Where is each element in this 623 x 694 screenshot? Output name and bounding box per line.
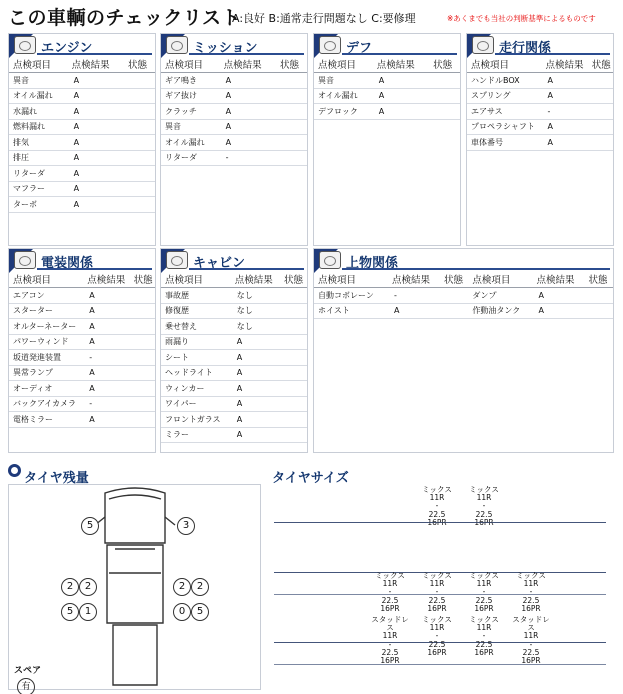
result-cell: A xyxy=(68,73,124,89)
result-cell: A xyxy=(533,288,585,304)
item-cell: プロペラシャフト xyxy=(467,119,542,135)
panel-title-bar xyxy=(9,34,155,54)
tyre-size-grid xyxy=(271,484,611,690)
col-item: 点検項目 xyxy=(468,271,532,288)
result-cell: - xyxy=(388,288,440,304)
tyre-rear-1: 2 xyxy=(79,578,97,596)
title-underline xyxy=(495,53,610,55)
result-cell: A xyxy=(83,334,129,350)
title-underline xyxy=(189,268,304,270)
result-cell: A xyxy=(68,88,124,104)
header-row xyxy=(9,56,155,73)
result-cell: A xyxy=(542,119,588,135)
tyre-size-cell: ミックス 11R - 22.5 16PR xyxy=(422,615,452,657)
item-cell: 乗せ替え xyxy=(161,319,231,335)
table-row xyxy=(9,396,155,412)
item-cell: シート xyxy=(161,350,231,366)
result-cell: A xyxy=(373,104,429,120)
status-cell xyxy=(280,396,307,412)
result-cell: A xyxy=(231,365,280,381)
status-cell xyxy=(280,381,307,397)
tyre-size-cell: ミックス 11R - 22.5 16PR xyxy=(375,571,405,613)
header-row xyxy=(314,56,460,73)
item-cell: 修復歴 xyxy=(161,303,231,319)
result-cell: A xyxy=(220,88,276,104)
result-cell: A xyxy=(542,135,588,151)
status-cell xyxy=(280,350,307,366)
tyre-diagram xyxy=(8,484,261,690)
item-cell: 異常ランプ xyxy=(9,365,83,381)
result-cell: A xyxy=(83,288,129,304)
tyre-section xyxy=(8,464,608,690)
table-row xyxy=(161,288,307,304)
table-row xyxy=(9,334,155,350)
result-cell: A xyxy=(542,73,588,89)
table-row xyxy=(467,88,613,104)
status-cell xyxy=(130,319,155,335)
status-cell xyxy=(130,412,155,428)
status-cell xyxy=(130,303,155,319)
tyre-rear-2: 5 xyxy=(191,603,209,621)
grade-legend: A:良好 B:通常走行問題なし C:要修理 xyxy=(232,12,416,25)
item-cell: ヘッドライト xyxy=(161,365,231,381)
check-table xyxy=(161,271,307,443)
panel-title-bar xyxy=(9,249,155,269)
status-cell xyxy=(588,88,613,104)
check-table xyxy=(9,56,155,213)
header-row xyxy=(161,56,307,73)
result-cell: - xyxy=(542,104,588,120)
panel-drive xyxy=(466,33,614,246)
item-cell: ターボ xyxy=(9,197,68,213)
tyre-rear-1: 2 xyxy=(61,578,79,596)
table-row xyxy=(9,150,155,166)
table-row xyxy=(9,166,155,182)
item-cell: バックアイカメラ xyxy=(9,396,83,412)
tyre-rear-1: 2 xyxy=(173,578,191,596)
tyre-size-cell: ミックス 11R - 22.5 16PR xyxy=(516,571,546,613)
item-cell: ギア鳴き xyxy=(161,73,220,89)
panel-body xyxy=(313,248,614,453)
status-cell xyxy=(130,288,155,304)
table-row xyxy=(9,197,155,213)
drive-icon xyxy=(472,36,494,54)
panel-title-bar xyxy=(467,34,613,54)
table-row xyxy=(467,119,613,135)
status-cell xyxy=(429,104,460,120)
status-cell xyxy=(588,119,613,135)
status-cell xyxy=(124,119,155,135)
table-row xyxy=(9,381,155,397)
result-cell: A xyxy=(83,365,129,381)
panel-title: 電装関係 xyxy=(41,256,94,271)
result-cell: A xyxy=(68,104,124,120)
panel-title: エンジン xyxy=(41,41,93,56)
panel-electric xyxy=(8,248,156,453)
status-cell xyxy=(584,288,613,304)
result-cell: なし xyxy=(231,288,280,304)
grid-line xyxy=(274,522,606,523)
table-row xyxy=(9,365,155,381)
status-cell xyxy=(124,104,155,120)
tyre-size-cell: ミックス 11R - 22.5 16PR xyxy=(422,485,452,527)
result-cell: - xyxy=(83,350,129,366)
result-cell: A xyxy=(231,396,280,412)
result-cell: A xyxy=(68,150,124,166)
diff-icon xyxy=(319,36,341,54)
panel-diff xyxy=(313,33,461,246)
title-underline xyxy=(189,53,304,55)
tyre-rear-1: 2 xyxy=(191,578,209,596)
status-cell xyxy=(588,73,613,89)
status-cell xyxy=(584,303,613,319)
result-cell: A xyxy=(231,381,280,397)
page-title: この車輌のチェックリスト xyxy=(8,7,242,29)
item-cell: スターター xyxy=(9,303,83,319)
header-row xyxy=(9,271,155,288)
result-cell: なし xyxy=(231,303,280,319)
col-item: 点検項目 xyxy=(9,271,83,288)
table-row xyxy=(314,88,460,104)
item-cell: 自動コボレーン xyxy=(314,288,388,304)
item-cell: 水漏れ xyxy=(9,104,68,120)
item-cell: フロントガラス xyxy=(161,412,231,428)
item-cell: 坂道発進装置 xyxy=(9,350,83,366)
status-cell xyxy=(124,73,155,89)
col-item: 点検項目 xyxy=(314,56,373,73)
status-cell xyxy=(280,303,307,319)
table-row xyxy=(314,73,460,89)
tyre-size-cell: ミックス 11R - 22.5 16PR xyxy=(469,615,499,657)
result-cell: A xyxy=(231,350,280,366)
tyre-size-cell: スタッドレス 11R - 22.5 16PR xyxy=(512,615,550,666)
result-cell: A xyxy=(373,88,429,104)
title-underline xyxy=(342,53,457,55)
col-status: 状態 xyxy=(440,271,468,288)
item-cell: 異音 xyxy=(314,73,373,89)
table-row xyxy=(161,427,307,443)
status-cell xyxy=(280,288,307,304)
item-cell: ウィンカー xyxy=(161,381,231,397)
col-item: 点検項目 xyxy=(161,56,220,73)
result-cell: A xyxy=(220,119,276,135)
result-cell: A xyxy=(533,303,585,319)
table-row xyxy=(161,88,307,104)
result-cell: A xyxy=(68,166,124,182)
panel-title: キャビン xyxy=(193,256,246,271)
result-cell: A xyxy=(231,427,280,443)
result-cell: A xyxy=(542,88,588,104)
panel-engine xyxy=(8,33,156,246)
status-cell xyxy=(280,334,307,350)
table-row xyxy=(9,135,155,151)
result-cell: A xyxy=(220,73,276,89)
result-cell: A xyxy=(68,135,124,151)
panel-title-bar xyxy=(314,249,613,269)
body-icon xyxy=(319,251,341,269)
col-item: 点検項目 xyxy=(161,271,231,288)
col-status: 状態 xyxy=(280,271,307,288)
panel-title-bar xyxy=(161,249,307,269)
item-cell: デフロック xyxy=(314,104,373,120)
status-cell xyxy=(276,88,307,104)
item-cell: ダンプ xyxy=(468,288,532,304)
table-row xyxy=(9,412,155,428)
truck-outline xyxy=(9,485,262,691)
panel-title: 上物関係 xyxy=(346,256,399,271)
item-cell: オイル漏れ xyxy=(314,88,373,104)
panel-cabin xyxy=(160,248,308,453)
item-cell: ホイスト xyxy=(314,303,388,319)
item-cell: オルターネーター xyxy=(9,319,83,335)
result-cell: - xyxy=(220,150,276,166)
tyre-rear-2: 0 xyxy=(173,603,191,621)
item-cell: 雨漏り xyxy=(161,334,231,350)
col-result: 点検結果 xyxy=(231,271,280,288)
table-row xyxy=(314,288,613,304)
item-cell: 電格ミラー xyxy=(9,412,83,428)
table-row xyxy=(161,73,307,89)
col-item: 点検項目 xyxy=(314,271,388,288)
col-result: 点検結果 xyxy=(373,56,429,73)
result-cell: A xyxy=(388,303,440,319)
table-row xyxy=(314,104,460,120)
item-cell: クラッチ xyxy=(161,104,220,120)
col-result: 点検結果 xyxy=(220,56,276,73)
item-cell: 燃料漏れ xyxy=(9,119,68,135)
col-result: 点検結果 xyxy=(542,56,588,73)
result-cell: A xyxy=(373,73,429,89)
tyre-rear-2: 5 xyxy=(61,603,79,621)
item-cell: スプリング xyxy=(467,88,542,104)
table-row xyxy=(161,381,307,397)
item-cell: エアコン xyxy=(9,288,83,304)
status-cell xyxy=(124,88,155,104)
item-cell: ハンドルBOX xyxy=(467,73,542,89)
item-cell: オイル漏れ xyxy=(161,135,220,151)
disclaimer-note: ※あくまでも当社の判断基準によるものです xyxy=(447,14,596,23)
item-cell: ミラー xyxy=(161,427,231,443)
item-cell: マフラー xyxy=(9,181,68,197)
status-cell xyxy=(124,135,155,151)
result-cell: A xyxy=(83,412,129,428)
table-row xyxy=(161,365,307,381)
status-cell xyxy=(280,319,307,335)
table-row xyxy=(467,104,613,120)
table-row xyxy=(9,303,155,319)
title-underline xyxy=(37,268,152,270)
result-cell: A xyxy=(220,135,276,151)
item-cell: オーディオ xyxy=(9,381,83,397)
table-row xyxy=(161,412,307,428)
result-cell: A xyxy=(220,104,276,120)
status-cell xyxy=(280,365,307,381)
table-row xyxy=(161,319,307,335)
tyre-rear-2: 1 xyxy=(79,603,97,621)
grid-line xyxy=(274,664,606,665)
result-cell: なし xyxy=(231,319,280,335)
page-header xyxy=(0,0,623,32)
table-row xyxy=(9,88,155,104)
status-cell xyxy=(130,350,155,366)
item-cell: 車体番号 xyxy=(467,135,542,151)
spare-label: スペア xyxy=(14,666,42,676)
status-cell xyxy=(276,135,307,151)
col-item: 点検項目 xyxy=(467,56,542,73)
tyre-front-right: 3 xyxy=(177,517,195,535)
check-table xyxy=(9,271,155,428)
header-row xyxy=(161,271,307,288)
item-cell: 異音 xyxy=(161,119,220,135)
tyre-size-cell: スタッドレス 11R - 22.5 16PR xyxy=(371,615,409,666)
item-cell: ギア抜け xyxy=(161,88,220,104)
item-cell: リターダ xyxy=(9,166,68,182)
check-table xyxy=(314,271,613,319)
table-row xyxy=(9,104,155,120)
item-cell: 事故歴 xyxy=(161,288,231,304)
cabin-icon xyxy=(166,251,188,269)
result-cell: A xyxy=(83,303,129,319)
status-cell xyxy=(429,73,460,89)
panel-title: ミッション xyxy=(193,41,258,56)
table-row xyxy=(467,135,613,151)
result-cell: A xyxy=(68,197,124,213)
title-underline xyxy=(37,53,152,55)
status-cell xyxy=(429,88,460,104)
tyre-size-title: タイヤサイズ xyxy=(272,471,349,486)
item-cell: エアサス xyxy=(467,104,542,120)
status-cell xyxy=(130,334,155,350)
tyre-remain-title: タイヤ残量 xyxy=(24,471,89,486)
result-cell: A xyxy=(231,334,280,350)
col-result: 点検結果 xyxy=(83,271,129,288)
table-row xyxy=(161,104,307,120)
mission1-icon xyxy=(166,36,188,54)
table-row xyxy=(9,119,155,135)
grid-line xyxy=(274,594,606,595)
item-cell: 排圧 xyxy=(9,150,68,166)
check-table xyxy=(161,56,307,166)
status-cell xyxy=(280,427,307,443)
tyre-size-cell: ミックス 11R - 22.5 16PR xyxy=(469,485,499,527)
col-status: 状態 xyxy=(124,56,155,73)
status-cell xyxy=(130,381,155,397)
header-row xyxy=(314,271,613,288)
col-result: 点検結果 xyxy=(388,271,440,288)
status-cell xyxy=(276,104,307,120)
tyre-size-cell: ミックス 11R - 22.5 16PR xyxy=(422,571,452,613)
panel-mission-1 xyxy=(160,33,308,246)
item-cell: パワーウィンド xyxy=(9,334,83,350)
col-status: 状態 xyxy=(276,56,307,73)
panel-title: 走行関係 xyxy=(499,41,552,56)
item-cell: 異音 xyxy=(9,73,68,89)
table-row xyxy=(467,73,613,89)
item-cell: 排気 xyxy=(9,135,68,151)
table-row xyxy=(161,150,307,166)
result-cell: A xyxy=(231,412,280,428)
status-cell xyxy=(130,396,155,412)
check-table xyxy=(467,56,613,151)
col-result: 点検結果 xyxy=(68,56,124,73)
tyre-front-left: 5 xyxy=(81,517,99,535)
table-row xyxy=(9,181,155,197)
table-row xyxy=(161,303,307,319)
result-cell: A xyxy=(68,119,124,135)
table-row xyxy=(9,319,155,335)
panel-title-bar xyxy=(161,34,307,54)
item-cell: オイル漏れ xyxy=(9,88,68,104)
result-cell: - xyxy=(83,396,129,412)
table-row xyxy=(161,119,307,135)
result-cell: A xyxy=(68,181,124,197)
panel-title-bar xyxy=(314,34,460,54)
check-table xyxy=(314,56,460,120)
table-row xyxy=(9,288,155,304)
status-cell xyxy=(124,197,155,213)
table-row xyxy=(9,350,155,366)
col-status: 状態 xyxy=(588,56,613,73)
engine-icon xyxy=(14,36,36,54)
table-row xyxy=(314,303,613,319)
result-cell: A xyxy=(83,319,129,335)
table-row xyxy=(161,350,307,366)
result-cell: A xyxy=(83,381,129,397)
col-status: 状態 xyxy=(130,271,155,288)
tyre-size-cell: ミックス 11R - 22.5 16PR xyxy=(469,571,499,613)
title-underline xyxy=(342,268,610,270)
header-row xyxy=(467,56,613,73)
item-cell: ワイパー xyxy=(161,396,231,412)
spare-value: 有 xyxy=(17,678,35,694)
col-status: 状態 xyxy=(584,271,613,288)
status-cell xyxy=(440,288,468,304)
table-row xyxy=(9,73,155,89)
status-cell xyxy=(280,412,307,428)
table-row xyxy=(161,396,307,412)
item-cell: リターダ xyxy=(161,150,220,166)
status-cell xyxy=(276,150,307,166)
status-cell xyxy=(124,181,155,197)
status-cell xyxy=(588,104,613,120)
col-result: 点検結果 xyxy=(533,271,585,288)
tyre-icon xyxy=(8,464,21,477)
col-item: 点検項目 xyxy=(9,56,68,73)
status-cell xyxy=(124,150,155,166)
status-cell xyxy=(124,166,155,182)
table-row xyxy=(161,135,307,151)
status-cell xyxy=(588,135,613,151)
status-cell xyxy=(440,303,468,319)
item-cell: 作動油タンク xyxy=(468,303,532,319)
status-cell xyxy=(276,119,307,135)
col-status: 状態 xyxy=(429,56,460,73)
panel-title: デフ xyxy=(346,41,373,56)
electric-icon xyxy=(14,251,36,269)
status-cell xyxy=(276,73,307,89)
status-cell xyxy=(130,365,155,381)
table-row xyxy=(161,334,307,350)
